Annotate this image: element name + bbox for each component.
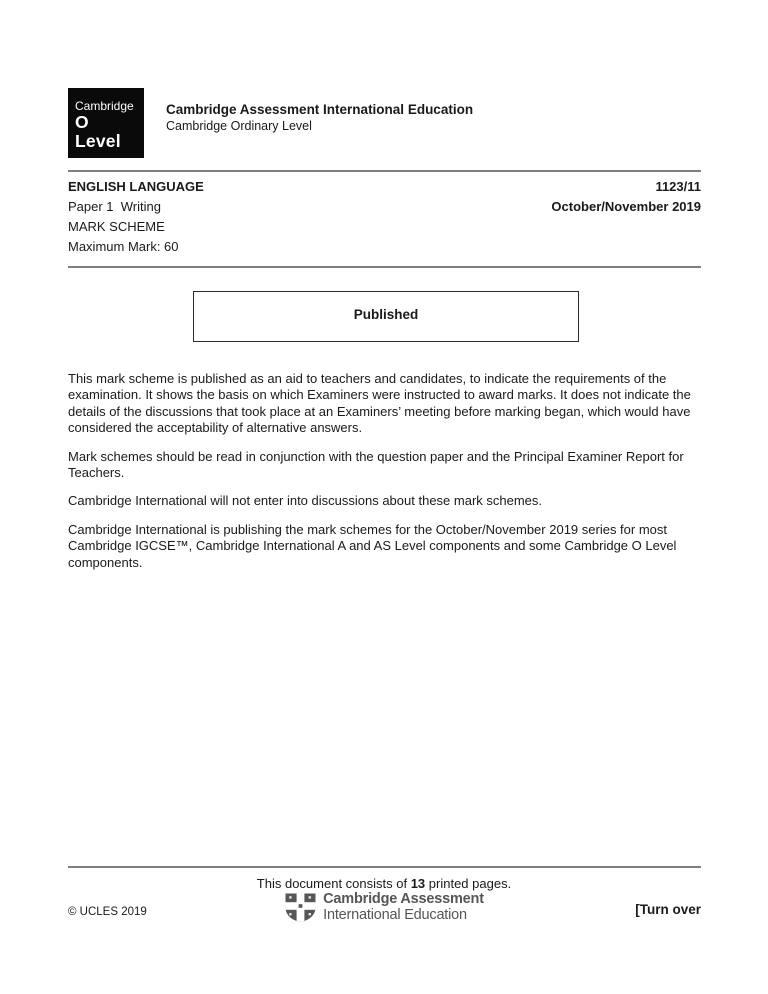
logo-line-o-level: O Level: [75, 112, 121, 151]
header: [68, 88, 700, 158]
doc-type: MARK SCHEME: [68, 219, 165, 234]
paragraph-conjunction: Mark schemes should be read in conjunction with the question paper and the Principal Examiner Report for Teachers.: [68, 448, 684, 481]
footer-brand-line2: International Education: [323, 907, 467, 923]
footer-brand-text: [323, 891, 484, 923]
page-note-suffix: printed pages.: [425, 876, 512, 891]
published-box: [193, 291, 579, 342]
turn-over-label: [Turn over: [635, 902, 701, 917]
brand-text: [166, 88, 473, 134]
exam-info: [68, 179, 701, 259]
paper-title: Paper 1 Writing: [68, 199, 161, 214]
divider-bottom: [68, 266, 701, 268]
cambridge-shield-icon: [284, 892, 317, 923]
exam-session: October/November 2019: [551, 199, 701, 214]
exam-row-doctype: [68, 219, 701, 239]
cambridge-o-level-logo: [68, 88, 144, 158]
exam-row-subject: [68, 179, 701, 199]
copyright-notice: © UCLES 2019: [68, 906, 147, 918]
brand-title: Cambridge Assessment International Education: [166, 102, 474, 117]
page-count-note: [0, 876, 768, 892]
max-mark: Maximum Mark: 60: [68, 239, 179, 254]
subject-name: ENGLISH LANGUAGE: [68, 179, 204, 194]
page-count: 13: [410, 876, 426, 891]
paragraph-publishing: Cambridge International is publishing the mark schemes for the October/November 2019 series for most Cambridge IGCSE™, Cambridge International A and AS Level components and some Cambridge O Level components.: [68, 521, 677, 570]
published-label: Published: [353, 307, 419, 322]
exam-row-paper: [68, 199, 701, 219]
divider-top: [68, 170, 701, 172]
footer-brand-line1: Cambridge Assessment: [323, 891, 484, 907]
logo-line-cambridge: Cambridge: [75, 99, 134, 113]
brand-subtitle: Cambridge Ordinary Level: [166, 119, 312, 133]
paragraph-disclaimer: This mark scheme is published as an aid to teachers and candidates, to indicate the requirements of the examination. It shows the basis on which Examiners were instructed to award marks. It does not indicate the details of the discussions that took place at an Examiners’ meeting before marking began, which would have considered the acceptability of alternative answers.: [68, 371, 691, 436]
body-text: [68, 371, 704, 583]
page-note-prefix: This document consists of: [256, 876, 411, 891]
divider-footer: [68, 866, 701, 868]
paper-code: 1123/11: [655, 179, 701, 194]
exam-row-maxmark: [68, 239, 701, 259]
paragraph-discussions: Cambridge International will not enter into discussions about these mark schemes.: [68, 493, 543, 509]
